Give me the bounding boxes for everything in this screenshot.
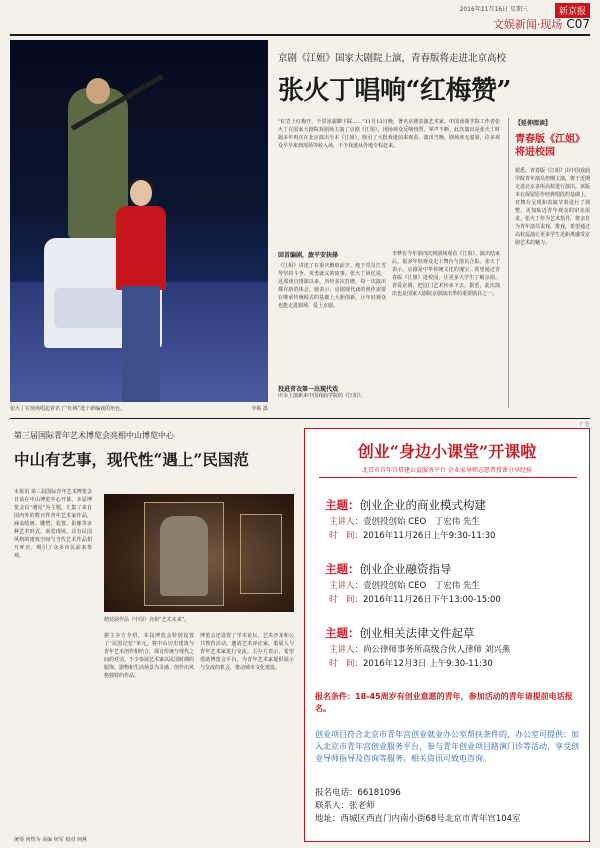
topic-text: 创业企业的商业模式构建: [359, 498, 486, 512]
story1-column-c: 庆余上演新来中国戏曲学院的《江姐》，: [278, 393, 366, 399]
session-2: [325, 561, 585, 605]
story2-headline: 中山有艺事，现代性“遇上”民国范: [14, 450, 249, 469]
exhibition-photo: [104, 494, 294, 612]
contact-label: 联系人：: [315, 801, 350, 811]
exhibited-garment: [160, 516, 208, 596]
masthead: [10, 2, 590, 34]
session-1: [325, 497, 585, 541]
photo-credit: 李栋 摄: [251, 406, 268, 412]
story2-column-a: 本报讯 第三届国际青年艺术博览会日前在中山博览中心开幕。本届博览会以“遇见”为主题，汇集了来自国内外的数百件青年艺术家作品，涵盖绘画、雕塑、装置、影像等多种艺术形式。展览现场，具有民国风格的建筑空间与当代艺术作品相互呼应，吸引了众多市民前来参观。: [14, 489, 92, 559]
issue-date: 2016年11月16日 星期三: [459, 6, 528, 13]
time-label: 时 间：: [329, 531, 364, 541]
page-code: C07: [566, 17, 590, 31]
middle-rule: [10, 418, 590, 419]
topic-label: 主题：: [325, 626, 360, 640]
related-reading-sidebar: [508, 118, 590, 408]
top-rule: [10, 34, 590, 36]
sidebar-title: 青春版《江姐》将进校园: [515, 134, 585, 158]
section-label: [493, 16, 590, 32]
topic-label: 主题：: [325, 498, 360, 512]
speaker-text: 尚公律师事务所高级合伙人律师 刘兴燕: [363, 645, 511, 655]
phone-number: 66181096: [357, 788, 401, 798]
speaker-label: 主讲人：: [329, 581, 364, 591]
newspaper-logo: 新京报: [555, 3, 590, 18]
registration-conditions: 报名条件：18-45周岁有创业意愿的青年，参加活动的青年请提前电话报名。: [315, 692, 573, 713]
exhibition-caption: 精装展作品《中国》亮相“艺术未来”。: [104, 617, 190, 623]
ad-subtitle: 北京市青年宫搭建公益服务平台 企业家导师志愿者授课分享经验: [362, 467, 532, 474]
caption-text: 张火丁在现场唱起着名了“红梅”选个新编戏的角色。: [10, 406, 126, 412]
red-sweater: [116, 206, 166, 290]
address-text: 西城区西直门内南小街68号北京市青年宫104室: [340, 814, 521, 824]
page-credits: 统筹 何煜为 美编 何军 校对 何燕: [14, 837, 87, 843]
time-text: 2016年11月26日上午9:30-11:30: [363, 531, 496, 541]
topic-label: 主题：: [325, 562, 360, 576]
session-3: [325, 625, 585, 669]
ad-divider: [319, 477, 577, 478]
address-label: 地址：: [315, 814, 341, 824]
sidebar-tag: 【延伸阅读】: [515, 120, 552, 127]
ad-title: 创业“身边小课堂”开课啦: [357, 442, 537, 461]
story1-subhead-1: 回首编剧，旅平安抉择: [278, 252, 339, 259]
story1-column-a: 《江姐》讲述了在重庆解放前夕，地下党员江雪琴坚持斗争、英勇就义的故事。张火丁回忆说，这部戏自排演以来，历经多次打磨，每一次演出都有新的体会。她表示，京剧现代戏的创作需要在继承传统程式的基础上大胆创新，让年轻观众也能走进剧场、爱上京剧。: [278, 263, 386, 309]
program-description: 创业项目符合北京市青年宫创业就业办公室帮扶条件的，办公室可提供：加入北京市青年宫创业服务平台，参与青年创业项目路演门诊等活动，享受创业导师指导及咨询等服务。相关资讯可致电咨询。: [315, 730, 579, 763]
startup-class-ad: [304, 428, 590, 842]
speaker-label: 主讲人：: [329, 517, 364, 527]
time-label: 时 间：: [329, 659, 364, 669]
opera-stage-photo: [10, 40, 268, 402]
story1-lead: “红岩上红梅开，千里冰霜脚下踩……”11月13日晚，著名京剧表演艺术家、中国戏曲学院工作者张火丁在国家大剧院戏剧场主演了京剧《江姐》，现场观众反响热烈，掌声不断。此次演出是张火丁时隔多年再次在北京演出全本《江姐》，吸引了大批戏迷前来观看。演出当晚，剧场座无虚席，许多观众早早来到现场等候入场，不少戏迷从外地专程赶来。: [278, 119, 500, 149]
story1-headline: 张火丁唱响“红梅赞”: [278, 76, 511, 106]
speaker-text: 壹创投创始 CEO 丁宏伟 先生: [363, 517, 480, 527]
time-text: 2016年11月26日下午13:00-15:00: [363, 595, 501, 605]
story1-column-b: 李梦在今年第四次到剧场观看《江姐》。演出结束后，很多年轻观众走上舞台与演员合影。张火丁表示，京剧是中华传统文化的瑰宝，希望通过青春版《江姐》进校园，让更多大学生了解京剧、喜爱京剧，把这门艺术传承下去。据悉，此次演出也是国家大剧院京剧演出季的重要剧目之一。: [392, 251, 500, 297]
story2-column-c: 博览会还设置了学术论坛、艺术沙龙和公共教育活动，邀请艺术评论家、策展人与青年艺术家进行交流。主办方表示，希望借助博览会平台，为青年艺术家提供展示与交流的机会，推动城市文化建设。: [200, 633, 294, 671]
blue-qipao: [122, 286, 160, 402]
story2-kicker: 第三届国际青年艺术博览会亮相中山博览中心: [14, 431, 174, 440]
speaker-text: 壹创投创始 CEO 丁宏伟 先生: [363, 581, 480, 591]
time-text: 2016年12月3日 上午9:30-11:30: [363, 659, 493, 669]
phone-label: 报名电话：: [315, 788, 358, 798]
sidebar-body: 据悉，青春版《江姐》由中国戏曲学院青年演员担纲主演，将于近期走进北京多所高校进行演出。该版本在保留原作经典唱段的基础上，对舞台呈现和表演节奏进行了调整，更加贴近青年观众的审美需求。张火丁作为艺术指导，将亲自为青年演员说戏、排戏，希望通过高校巡演让更多学生近距离感受京剧艺术的魅力。: [515, 168, 590, 246]
speaker-label: 主讲人：: [329, 645, 364, 655]
ad-label: 广告: [579, 422, 590, 428]
topic-text: 创业企业融资指导: [359, 562, 452, 576]
photo-caption: [10, 405, 268, 412]
contact-person: 张老师: [349, 801, 375, 811]
time-label: 时 间：: [329, 595, 364, 605]
actress-figure: [112, 180, 170, 402]
section-name: 文娱新闻·现场: [492, 18, 563, 31]
story1-kicker: 京剧《江姐》国家大剧院上演，青春版将走进北京高校: [278, 53, 507, 64]
topic-text: 创业相关法律文件起草: [359, 626, 475, 640]
side-display-case: [240, 514, 282, 594]
contact-info: [315, 787, 585, 826]
story2-column-b: 据主办方介绍，本届博览会特别设置了“民国记忆”单元，将中山历史建筑与青年艺术创作相结合，探讨传统与现代之间的对话。不少参展艺术家以民国时期的服饰、器物和生活场景为灵感，创作出风格独特的作品。: [104, 633, 194, 679]
story1-subhead-2: 投进青衣第一出现代戏: [278, 386, 339, 393]
